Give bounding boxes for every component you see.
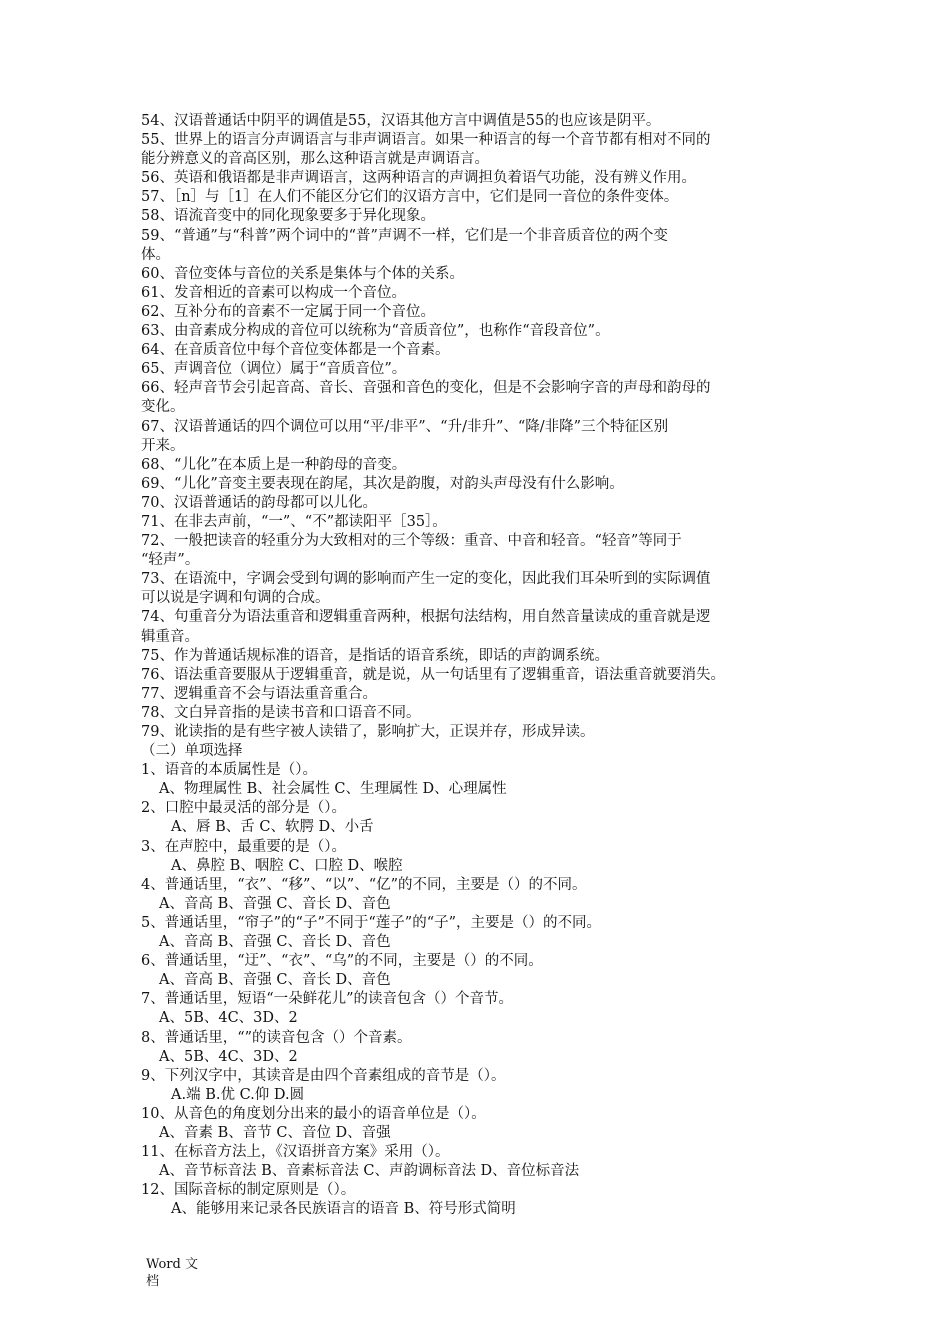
text-line: 71、在非去声前，“一”、“不”都读阳平［35］。 [141, 513, 447, 530]
document-body [141, 112, 809, 1219]
text-line: 11、在标音方法上，《汉语拼音方案》采用（）。 [141, 1144, 450, 1161]
text-line: 68、“儿化”在本质上是一种韵母的音变。 [141, 456, 407, 473]
text-line: 可以说是字调和句调的合成。 [141, 590, 330, 607]
text-line: 5、普通话里，“帘子”的“子”不同于“莲子”的“子”，主要是（）的不同。 [141, 914, 602, 931]
text-line: 64、在音质音位中每个音位变体都是一个音素。 [141, 342, 450, 359]
text-line: 77、逻辑重音不会与语法重音重合。 [141, 685, 377, 702]
footer-line-1: Word 文 [146, 1257, 198, 1272]
text-line: 55、世界上的语言分声调语言与非声调语言。如果一种语言的每一个音节都有相对不同的 [141, 132, 711, 149]
text-line: “轻声”。 [141, 552, 200, 569]
text-line: 3、在声腔中，最重要的是（）。 [141, 838, 346, 855]
text-line: A、物理属性 B、社会属性 C、生理属性 D、心理属性 [159, 781, 507, 798]
text-line: A、5B、4C、3D、2 [159, 1048, 298, 1065]
text-line: 开来。 [141, 437, 185, 454]
text-line: 65、声调音位（调位）属于“音质音位”。 [141, 361, 407, 378]
text-line: A、5B、4C、3D、2 [159, 1010, 298, 1027]
text-line: 70、汉语普通话的韵母都可以儿化。 [141, 494, 377, 511]
text-line: A、音素 B、音节 C、音位 D、音强 [159, 1124, 391, 1141]
page-footer [146, 1256, 206, 1290]
text-line: 能分辨意义的音高区别，那么这种语言就是声调语言。 [141, 151, 489, 168]
text-line: 66、轻声音节会引起音高、音长、音强和音色的变化，但是不会影响字音的声母和韵母的 [141, 380, 711, 397]
text-line: 7、普通话里，短语“一朵鲜花儿”的读音包含（）个音节。 [141, 991, 514, 1008]
text-line: A、鼻腔 B、咽腔 C、口腔 D、喉腔 [171, 857, 403, 874]
text-line: 61、发音相近的音素可以构成一个音位。 [141, 284, 406, 301]
text-line: 体。 [141, 246, 170, 263]
text-line: 2、口腔中最灵活的部分是（）。 [141, 800, 346, 817]
text-line: 8、普通话里，“”的读音包含（）个音素。 [141, 1029, 412, 1046]
text-line: 72、一般把读音的轻重分为大致相对的三个等级：重音、中音和轻音。“轻音”等同于 [141, 533, 682, 550]
text-line: 1、语音的本质属性是（）。 [141, 762, 317, 779]
footer-line-2: 档 [146, 1274, 160, 1289]
text-line: 69、“儿化”音变主要表现在韵尾，其次是韵腹，对韵头声母没有什么影响。 [141, 475, 624, 492]
text-line: 58、语流音变中的同化现象要多于异化现象。 [141, 208, 435, 225]
text-line: 12、国际音标的制定原则是（）。 [141, 1182, 356, 1199]
text-line: 54、汉语普通话中阴平的调值是55，汉语其他方言中调值是55的也应该是阴平。 [141, 113, 661, 129]
text-line: 56、英语和俄语都是非声调语言，这两种语言的声调担负着语气功能，没有辨义作用。 [141, 170, 696, 187]
text-line: 辑重音。 [141, 628, 199, 645]
text-line: A、音高 B、音强 C、音长 D、音色 [159, 895, 391, 912]
text-line: 76、语法重音要服从于逻辑重音，就是说，从一句话里有了逻辑重音，语法重音就要消失。 [141, 666, 725, 683]
text-line: 60、音位变体与音位的关系是集体与个体的关系。 [141, 265, 464, 282]
text-line: 63、由音素成分构成的音位可以统称为“音质音位”，也称作“音段音位”。 [141, 323, 610, 340]
text-line: 10、从音色的角度划分出来的最小的语音单位是（）。 [141, 1105, 486, 1122]
text-line: 6、普通话里，“迂”、“衣”、“乌”的不同，主要是（）的不同。 [141, 953, 543, 970]
text-line: 59、“普通”与“科普”两个词中的“普”声调不一样，它们是一个非音质音位的两个变 [141, 227, 668, 244]
text-line: A、音节标音法 B、音素标音法 C、声韵调标音法 D、音位标音法 [159, 1163, 580, 1180]
text-line: A.端 B.优 C.仰 D.圆 [171, 1086, 305, 1103]
text-line: 78、文白异音指的是读书音和口语音不同。 [141, 704, 421, 721]
text-line: 74、句重音分为语法重音和逻辑重音两种，根据句法结构，用自然音量读成的重音就是逻 [141, 609, 711, 626]
text-line: 73、在语流中，字调会受到句调的影响而产生一定的变化，因此我们耳朵听到的实际调值 [141, 571, 711, 588]
text-line: A、能够用来记录各民族语言的语音 B、符号形式简明 [171, 1201, 516, 1218]
text-line: 9、下列汉字中，其读音是由四个音素组成的音节是（）。 [141, 1067, 506, 1084]
text-line: A、音高 B、音强 C、音长 D、音色 [159, 972, 391, 989]
text-line: 4、普通话里，“衣”、“移”、“以”、“亿”的不同，主要是（）的不同。 [141, 876, 587, 893]
text-line: A、音高 B、音强 C、音长 D、音色 [159, 934, 391, 951]
text-line: 79、讹读指的是有些字被人读错了，影响扩大，正误并存，形成异读。 [141, 724, 595, 740]
text-line: 变化。 [141, 399, 185, 416]
text-line: 57、［n］与［1］在人们不能区分它们的汉语方言中，它们是同一音位的条件变体。 [141, 189, 679, 206]
text-line: 62、互补分布的音素不一定属于同一个音位。 [141, 303, 435, 320]
text-line: A、唇 B、舌 C、软腭 D、小舌 [171, 819, 374, 836]
text-line: （二）单项选择 [141, 743, 243, 760]
text-line: 75、作为普通话规标准的语音，是指话的语音系统，即话的声韵调系统。 [141, 647, 609, 664]
text-line: 67、汉语普通话的四个调位可以用“平/非平”、“升/非升”、“降/非降”三个特征区别 [141, 418, 669, 435]
